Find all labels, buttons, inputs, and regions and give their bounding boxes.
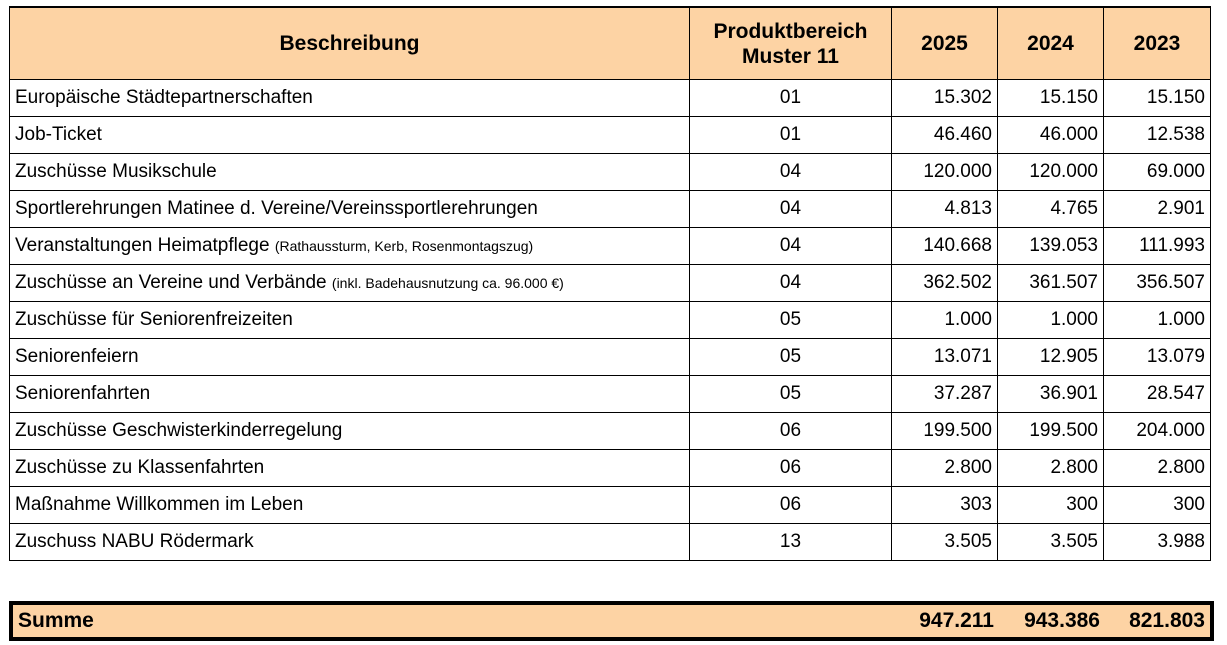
header-beschreibung: Beschreibung: [10, 7, 690, 80]
label-cell: [10, 302, 690, 339]
summe-row: [9, 601, 1214, 641]
value-2024-cell: 361.507: [998, 265, 1104, 302]
header-row: [10, 7, 1211, 80]
value-2025-cell: 4.813: [892, 191, 998, 228]
table-row: [10, 413, 1211, 450]
value-2023-cell: 3.988: [1104, 524, 1211, 561]
row-label: Zuschüsse Musikschule: [15, 161, 217, 182]
value-2025-cell: 362.502: [892, 265, 998, 302]
header-year-2023: 2023: [1104, 7, 1211, 80]
value-2024-cell: 199.500: [998, 413, 1104, 450]
row-label: Seniorenfahrten: [15, 383, 151, 404]
table-row: [10, 117, 1211, 154]
label-cell: [10, 265, 690, 302]
row-label: Zuschüsse Geschwisterkinderregelung: [15, 420, 343, 441]
label-cell: [10, 154, 690, 191]
label-cell: [10, 376, 690, 413]
value-2023-cell: 69.000: [1104, 154, 1211, 191]
value-2023-cell: 12.538: [1104, 117, 1211, 154]
value-2023-cell: 15.150: [1104, 80, 1211, 117]
value-2025-cell: 1.000: [892, 302, 998, 339]
row-label: Zuschüsse an Vereine und Verbände: [15, 272, 327, 293]
label-cell: [10, 117, 690, 154]
row-label: Zuschüsse zu Klassenfahrten: [15, 457, 265, 478]
value-2025-cell: 13.071: [892, 339, 998, 376]
label-cell: [10, 228, 690, 265]
row-note: (Rathaussturm, Kerb, Rosenmontagszug): [274, 238, 534, 254]
value-2023-cell: 204.000: [1104, 413, 1211, 450]
produktbereich-cell: 06: [690, 413, 892, 450]
header-year-2025: 2025: [892, 7, 998, 80]
produktbereich-cell: 06: [690, 450, 892, 487]
produktbereich-cell: 01: [690, 117, 892, 154]
value-2024-cell: 120.000: [998, 154, 1104, 191]
value-2024-cell: 3.505: [998, 524, 1104, 561]
value-2025-cell: 15.302: [892, 80, 998, 117]
produktbereich-cell: 06: [690, 487, 892, 524]
table-row: [10, 339, 1211, 376]
value-2024-cell: 4.765: [998, 191, 1104, 228]
label-cell: [10, 339, 690, 376]
header-produktbereich: [690, 7, 892, 80]
table-body: [10, 80, 1211, 561]
value-2024-cell: 2.800: [998, 450, 1104, 487]
table-row: [10, 80, 1211, 117]
value-2023-cell: 28.547: [1104, 376, 1211, 413]
value-2024-cell: 300: [998, 487, 1104, 524]
budget-table: [9, 6, 1211, 561]
produktbereich-cell: 04: [690, 265, 892, 302]
header-produktbereich-line2: Muster 11: [742, 44, 839, 68]
table-row: [10, 191, 1211, 228]
value-2024-cell: 1.000: [998, 302, 1104, 339]
label-cell: [10, 413, 690, 450]
value-2024-cell: 36.901: [998, 376, 1104, 413]
row-label: Seniorenfeiern: [15, 346, 139, 367]
value-2023-cell: 300: [1104, 487, 1211, 524]
value-2025-cell: 3.505: [892, 524, 998, 561]
row-label: Maßnahme Willkommen im Leben: [15, 494, 304, 515]
header-year-2024: 2024: [998, 7, 1104, 80]
value-2025-cell: 2.800: [892, 450, 998, 487]
value-2023-cell: 111.993: [1104, 228, 1211, 265]
value-2025-cell: 120.000: [892, 154, 998, 191]
produktbereich-cell: 05: [690, 339, 892, 376]
value-2024-cell: 139.053: [998, 228, 1104, 265]
row-label: Zuschüsse für Seniorenfreizeiten: [15, 309, 293, 330]
row-label: Veranstaltungen Heimatpflege: [15, 235, 270, 256]
value-2025-cell: 199.500: [892, 413, 998, 450]
produktbereich-cell: 05: [690, 376, 892, 413]
value-2025-cell: 46.460: [892, 117, 998, 154]
row-note: (inkl. Badehausnutzung ca. 96.000 €): [331, 275, 564, 291]
summe-2024: 943.386: [999, 603, 1105, 639]
label-cell: [10, 524, 690, 561]
label-cell: [10, 450, 690, 487]
label-cell: [10, 487, 690, 524]
produktbereich-cell: 01: [690, 80, 892, 117]
label-cell: [10, 80, 690, 117]
value-2023-cell: 2.901: [1104, 191, 1211, 228]
summe-label: Summe: [11, 603, 893, 639]
value-2023-cell: 1.000: [1104, 302, 1211, 339]
table-row: [10, 487, 1211, 524]
produktbereich-cell: 04: [690, 191, 892, 228]
table-row: [10, 524, 1211, 561]
value-2024-cell: 12.905: [998, 339, 1104, 376]
table-row: [10, 450, 1211, 487]
header-produktbereich-line1: Produktbereich: [713, 19, 868, 43]
value-2023-cell: 356.507: [1104, 265, 1211, 302]
produktbereich-cell: 13: [690, 524, 892, 561]
row-label: Sportlerehrungen Matinee d. Vereine/Vereinssportlerehrungen: [15, 198, 538, 219]
summe-2025: 947.211: [893, 603, 999, 639]
produktbereich-cell: 04: [690, 154, 892, 191]
value-2024-cell: 46.000: [998, 117, 1104, 154]
table-row: [10, 265, 1211, 302]
value-2023-cell: 2.800: [1104, 450, 1211, 487]
row-label: Europäische Städtepartnerschaften: [15, 87, 313, 108]
produktbereich-cell: 05: [690, 302, 892, 339]
table-row: [10, 376, 1211, 413]
summe-2023: 821.803: [1105, 603, 1212, 639]
label-cell: [10, 191, 690, 228]
table-row: [10, 154, 1211, 191]
value-2025-cell: 37.287: [892, 376, 998, 413]
value-2025-cell: 303: [892, 487, 998, 524]
value-2024-cell: 15.150: [998, 80, 1104, 117]
row-label: Zuschuss NABU Rödermark: [15, 531, 254, 552]
produktbereich-cell: 04: [690, 228, 892, 265]
table-row: [10, 228, 1211, 265]
table-row: [10, 302, 1211, 339]
value-2025-cell: 140.668: [892, 228, 998, 265]
value-2023-cell: 13.079: [1104, 339, 1211, 376]
row-label: Job-Ticket: [15, 124, 102, 145]
